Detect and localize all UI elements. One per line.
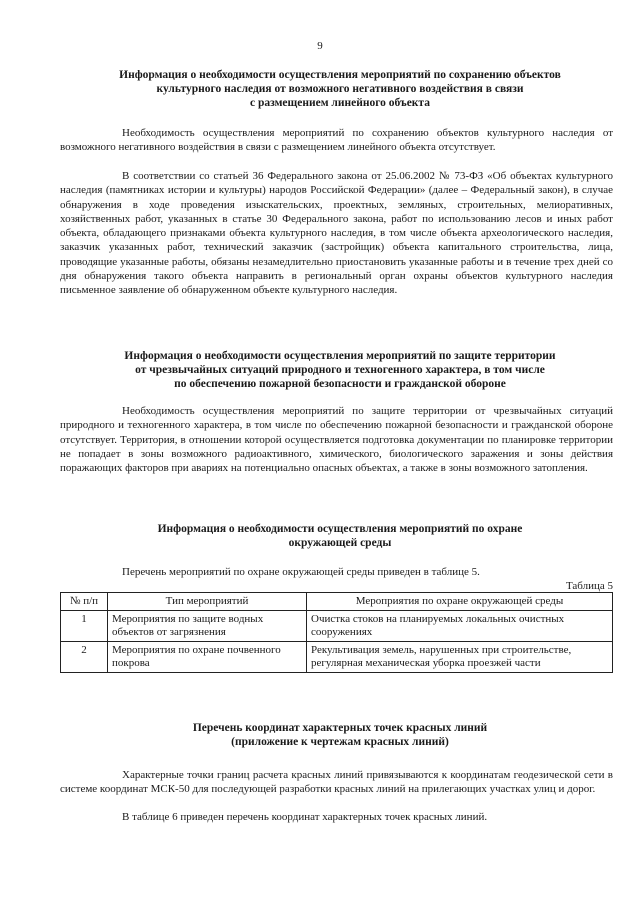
table-caption: Таблица 5 (565, 580, 613, 592)
header-cell-measures: Мероприятия по охране окружающей среды (307, 593, 613, 611)
page-number: 9 (317, 40, 323, 52)
table-cell: Мероприятия по охране почвенного покрова (108, 642, 307, 673)
heading-line: Информация о необходимости осуществления мероприятий по охране (157, 523, 523, 535)
heading-line: окружающей среды (288, 537, 392, 549)
heading-line: от чрезвычайных ситуаций природного и техногенного характера, в том числе (135, 364, 545, 376)
table-header-row (61, 593, 613, 611)
environment-measures-table (60, 592, 613, 673)
heading-line: по обеспечению пожарной безопасности и гражданской обороне (174, 378, 506, 390)
paragraph: Перечень мероприятий по охране окружающей среды приведен в таблице 5. (122, 566, 480, 578)
section-heading-cultural-heritage (60, 68, 620, 110)
heading-line: (приложение к чертежам красных линий) (231, 736, 449, 748)
header-cell-number: № п/п (61, 593, 108, 611)
table-cell: Очистка стоков на планируемых локальных очистных сооружениях (307, 611, 613, 642)
section-heading-red-lines (60, 721, 620, 749)
paragraph: Необходимость осуществления мероприятий по сохранению объектов культурного наследия от возможного негативного воздействия в связи с размещением линейного объекта отсутствует. (60, 127, 613, 154)
heading-line: культурного наследия от возможного негативного воздействия в связи (156, 83, 524, 95)
heading-line: Информация о необходимости осуществления мероприятий по сохранению объектов (119, 69, 561, 81)
table-cell: Рекультивация земель, нарушенных при строительстве, регулярная механическая уборка проезжей части (307, 642, 613, 673)
table-row (61, 642, 613, 673)
section-heading-emergency-protection (60, 349, 620, 391)
table-cell: 2 (61, 642, 108, 673)
table-cell: Мероприятия по защите водных объектов от загрязнения (108, 611, 307, 642)
paragraph: Необходимость осуществления мероприятий по защите территории от чрезвычайных ситуаций природного и техногенного характера, в том числе по обеспечению пожарной безопасности и гражданской обороне отсутствует. Территория, в отношении которой осуществляется подготовка документации по планировке территории не попадает в зоны возможного радиоактивного, химического, биологического заражения и зоны действия поражающих факторов при авариях на потенциально опасных объектах, а также в зоны возможного затопления. (60, 405, 613, 475)
table-cell: 1 (61, 611, 108, 642)
paragraph: Характерные точки границ расчета красных линий привязываются к координатам геодезической сети в системе координат МСК-50 для последующей разработки красных линий на прилегающих участках улиц и дорог. (60, 769, 613, 796)
heading-line: с размещением линейного объекта (250, 97, 430, 109)
heading-line: Информация о необходимости осуществления мероприятий по защите территории (124, 350, 556, 362)
heading-line: Перечень координат характерных точек красных линий (192, 722, 488, 734)
section-heading-environment (60, 522, 620, 550)
paragraph: В соответствии со статьей 36 Федерального закона от 25.06.2002 № 73-ФЗ «Об объектах культурного наследия (памятниках истории и культуры) народов Российской Федерации» (далее – Федеральный закон), в случае обнаружения в ходе проведения изыскательских, проектных, земляных, строительных, мелиоративных, хозяйственных работ, указанных в статье 30 Федерального закона, работ по использованию лесов и иных работ объекта, обладающего признаками объекта культурного наследия, в том числе объекта археологического наследия, заказчик указанных работ, технический заказчик (застройщик) объекта капитального строительства, лица, проводящие указанные работы, обязаны незамедлительно приостановить указанные работы и в течение трех дней со дня обнаружения такого объекта направить в региональный орган охраны объектов культурного наследия письменное заявление об обнаруженном объекте культурного наследия. (60, 170, 613, 297)
table-row (61, 611, 613, 642)
paragraph: В таблице 6 приведен перечень координат характерных точек красных линий. (122, 811, 488, 823)
header-cell-type: Тип мероприятий (108, 593, 307, 611)
